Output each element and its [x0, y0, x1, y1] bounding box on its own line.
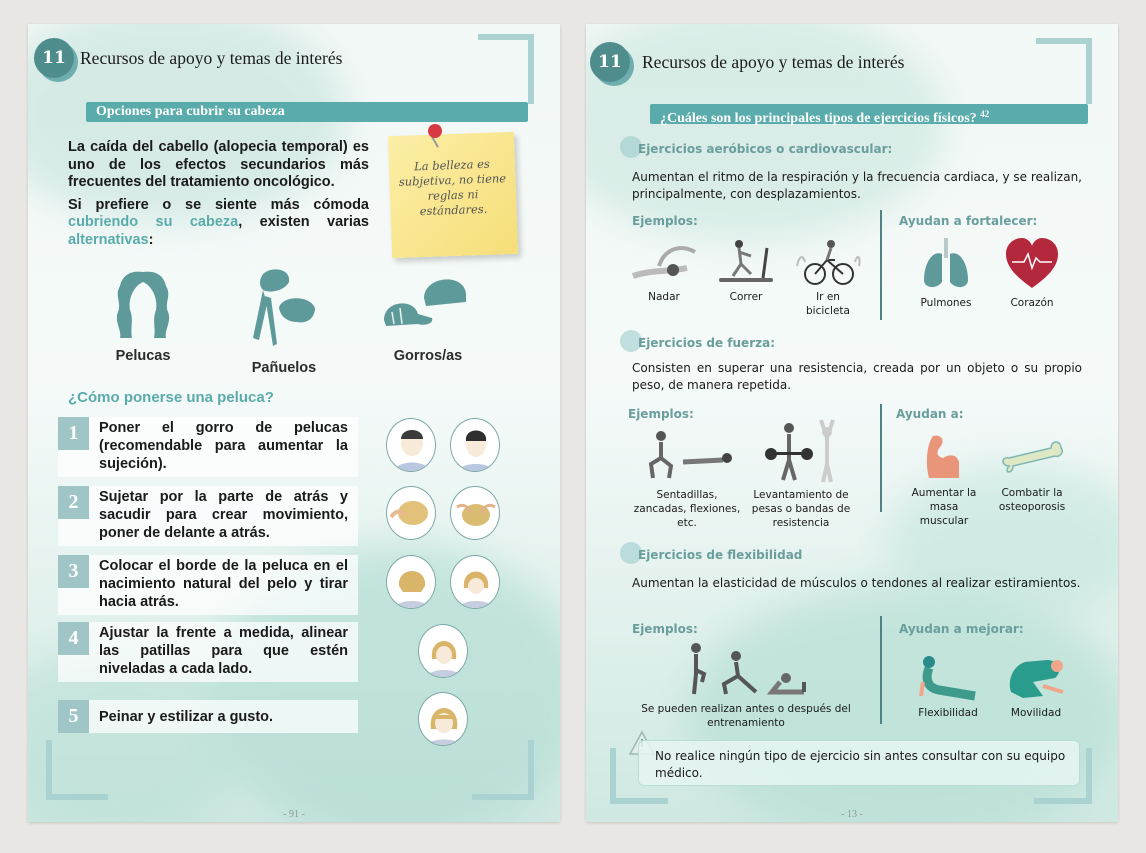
column-divider — [880, 616, 882, 724]
strength-description: Consisten en superar una resistencia, creada por un objeto o su propio peso, de manera repetida. — [632, 361, 1082, 392]
corner-frame-top — [1036, 38, 1092, 44]
right-page — [586, 24, 1118, 822]
step-number: 1 — [58, 417, 89, 450]
wig-step-illustration — [450, 418, 500, 472]
step-1 — [58, 417, 358, 477]
step-2 — [58, 486, 358, 546]
strength-benefits-label: Ayudan a: — [896, 407, 964, 421]
example-stretching — [626, 640, 866, 730]
column-divider — [880, 404, 882, 512]
example-label: Correr — [729, 291, 763, 303]
benefit-lungs — [908, 236, 984, 310]
example-label: Levantamiento de pesas o bandas de resistencia — [751, 489, 851, 529]
step-text: Ajustar la frente a medida, alinear las patillas para que estén niveladas a cada lado. — [99, 625, 348, 677]
chapter-number-badge: 11 — [34, 38, 74, 78]
intro-text-fragment: Si prefiere o se siente más cómoda — [68, 196, 369, 213]
headscarf-icon — [249, 268, 319, 352]
cover-option-caps — [368, 268, 488, 364]
benefit-label: Combatir la osteoporosis — [998, 487, 1066, 513]
example-label: Nadar — [648, 291, 680, 303]
caps-icon — [380, 268, 476, 340]
cover-option-headscarves — [224, 268, 344, 376]
step-4 — [58, 622, 358, 682]
flexibility-description: Aumentan la elasticidad de músculos o tendones al realizar estiramientos. — [632, 576, 1081, 590]
example-swimming — [626, 236, 702, 304]
cyclist-icon — [793, 236, 863, 286]
wig-icon — [108, 268, 178, 340]
swimmer-icon — [629, 236, 699, 286]
warning-box: No realice ningún tipo de ejercicio sin antes consultar con su equipo médico. — [638, 740, 1080, 786]
squat-pushup-icon — [639, 418, 735, 484]
step-text: Poner el gorro de pelucas (recomendable para aumentar la sujeción). — [99, 420, 348, 472]
example-squats — [632, 418, 742, 530]
flexed-arm-icon — [919, 432, 969, 482]
flexibility-heading: Ejercicios de flexibilidad — [638, 548, 803, 562]
wig-step-illustration — [450, 555, 500, 609]
wig-step-illustration — [386, 486, 436, 540]
cover-option-label: Pelucas — [115, 348, 171, 364]
corner-frame-bottom-left — [610, 748, 616, 804]
wig-step-illustration — [386, 418, 436, 472]
example-label: Ir en bicicleta — [806, 291, 850, 317]
benefit-label: Flexibilidad — [918, 707, 978, 719]
corner-frame-bottom-right — [528, 740, 534, 800]
corner-frame-bottom-right — [1086, 748, 1092, 804]
benefit-label: Movilidad — [1010, 707, 1062, 719]
corner-frame-top — [1086, 38, 1092, 104]
wig-step-illustration — [450, 486, 500, 540]
weightlifting-icon — [753, 418, 849, 484]
intro-accent: alternativas — [68, 231, 149, 248]
stretching-icon — [676, 640, 816, 698]
intro-text — [68, 139, 369, 249]
example-weights — [748, 418, 854, 530]
wig-step-illustration — [418, 692, 468, 746]
yoga-twist-icon — [1003, 652, 1069, 702]
intro-paragraph-2 — [68, 197, 369, 250]
page-number: - 91 - — [283, 809, 305, 820]
flexibility-examples-label: Ejemplos: — [632, 622, 698, 636]
wig-step-illustration — [418, 624, 468, 678]
section-title-bar — [650, 104, 1088, 124]
left-page — [28, 24, 560, 822]
intro-text-fragment: : — [148, 231, 154, 248]
corner-frame-bottom-left — [46, 740, 52, 800]
sticky-note: La belleza es subjetiva, no tiene reglas ni estándares. — [388, 132, 518, 258]
intro-text-fragment: , existen varias — [238, 214, 369, 230]
flexibility-benefits-label: Ayudan a mejorar: — [899, 622, 1024, 636]
howto-title: ¿Cómo ponerse una peluca? — [68, 389, 274, 406]
step-3 — [58, 555, 358, 615]
corner-frame-top — [528, 34, 534, 104]
cover-option-label: Gorros/as — [393, 348, 463, 364]
benefit-heart — [994, 236, 1070, 310]
step-text: Sujetar por la parte de atrás y sacudir para crear movimiento, poner de delante a atrás. — [99, 489, 348, 541]
heart-icon — [1002, 236, 1062, 292]
benefit-label: Pulmones — [920, 297, 972, 309]
benefit-label: Corazón — [1010, 297, 1054, 309]
reference-number: 42 — [980, 109, 990, 119]
example-caption: Se pueden realizan antes o después del entrenamiento — [641, 703, 851, 729]
intro-paragraph-1: La caída del cabello (alopecia temporal) es uno de los efectos secundarios más frecuentes del tratamiento oncológico. — [68, 139, 369, 190]
corner-frame-bottom-left — [610, 798, 668, 804]
chapter-title: Recursos de apoyo y temas de interés — [80, 48, 343, 68]
corner-frame-bottom-right — [472, 794, 534, 800]
example-cycling — [788, 236, 868, 318]
aerobic-benefits-label: Ayudan a fortalecer: — [899, 214, 1038, 228]
column-divider — [880, 210, 882, 320]
cover-option-wigs — [83, 268, 203, 364]
example-label: Sentadillas, zancadas, flexiones, etc. — [633, 489, 741, 529]
yoga-cobra-icon — [915, 652, 981, 702]
benefit-flexibility — [906, 652, 990, 720]
step-number: 3 — [58, 555, 89, 588]
step-text: Colocar el borde de la peluca en el nacimiento natural del pelo y tirar hacia atrás. — [99, 558, 348, 610]
cover-option-label: Pañuelos — [251, 360, 317, 376]
example-running — [708, 236, 784, 304]
bone-icon — [999, 432, 1065, 482]
step-text: Peinar y estilizar a gusto. — [99, 709, 274, 725]
wig-step-illustration — [386, 555, 436, 609]
benefit-bones — [990, 432, 1074, 514]
chapter-number-badge: 11 — [590, 42, 630, 82]
benefit-muscle — [902, 432, 986, 528]
corner-frame-top — [478, 34, 534, 40]
step-5 — [58, 700, 358, 733]
benefit-mobility — [994, 652, 1078, 720]
strength-examples-label: Ejemplos: — [628, 407, 694, 421]
aerobic-examples-label: Ejemplos: — [632, 214, 698, 228]
intro-accent: cubriendo su cabeza — [68, 214, 239, 230]
step-number: 5 — [58, 700, 89, 733]
aerobic-description: Aumentan el ritmo de la respiración y la frecuencia cardiaca, y se realizan, principalmente, con desplazamientos. — [632, 170, 1082, 201]
section-title: ¿Cuáles son los principales tipos de ejercicios físicos? — [660, 111, 977, 126]
strength-heading: Ejercicios de fuerza: — [638, 336, 775, 350]
section-title-bar: Opciones para cubrir su cabeza — [86, 102, 528, 122]
treadmill-runner-icon — [711, 236, 781, 286]
benefit-label: Aumentar la masa muscular — [911, 487, 977, 527]
step-number: 4 — [58, 622, 89, 655]
page-number: - 13 - — [841, 809, 863, 820]
aerobic-heading: Ejercicios aeróbicos o cardiovascular: — [638, 142, 893, 156]
step-number: 2 — [58, 486, 89, 519]
chapter-title: Recursos de apoyo y temas de interés — [642, 52, 905, 72]
corner-frame-bottom-right — [1034, 798, 1092, 804]
lungs-icon — [916, 236, 976, 292]
pushpin-icon — [428, 124, 442, 138]
corner-frame-bottom-left — [46, 794, 108, 800]
